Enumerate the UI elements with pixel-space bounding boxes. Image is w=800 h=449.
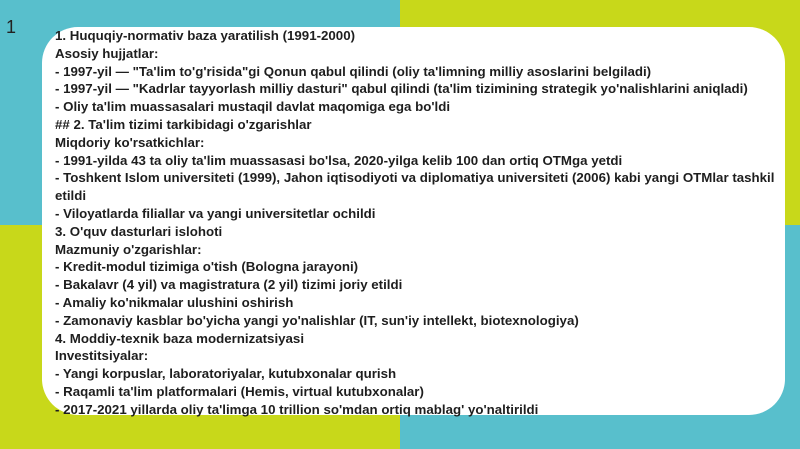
- section-heading: 3. O'quv dasturlari islohoti: [55, 223, 223, 239]
- bullet-item: - Raqamli ta'lim platformalari (Hemis, virtual kutubxonalar): [55, 383, 424, 399]
- bullet-item: - 2017-2021 yillarda oliy ta'limga 10 trillion so'mdan ortiq mablag' yo'naltirildi: [55, 401, 539, 417]
- section-heading: 1. Huquqiy-normativ baza yaratilish (1991-2000): [55, 28, 356, 43]
- bullet-item: - Toshkent Islom universiteti (1999), Jahon iqtisodiyoti va diplomatiya universiteti (2006) kabi yangi OTMlar tashkil etildi: [55, 170, 775, 204]
- bullet-item: - Viloyatlarda filiallar va yangi universitetlar ochildi: [55, 205, 376, 221]
- bullet-item: - Kredit-modul tizimiga o'tish (Bologna jarayoni): [55, 259, 359, 275]
- slide-number: 1: [6, 17, 17, 37]
- bullet-item: - 1997-yil — "Kadrlar tayyorlash milliy dasturi" qabul qilindi (ta'lim tizimining strategik yo'nalishlarini aniqladi): [55, 81, 748, 97]
- bullet-item: - Zamonaviy kasblar bo'yicha yangi yo'nalishlar (IT, sun'iy intellekt, biotexnologiya): [55, 312, 579, 328]
- subheading: Miqdoriy ko'rsatkichlar:: [55, 134, 205, 150]
- section-heading: ## 2. Ta'lim tizimi tarkibidagi o'zgarishlar: [55, 116, 312, 132]
- bullet-item: - Amaliy ko'nikmalar ulushini oshirish: [55, 294, 294, 310]
- subheading: Investitsiyalar:: [55, 348, 149, 364]
- subheading: Asosiy hujjatlar:: [55, 45, 159, 61]
- slide-content: [55, 27, 777, 419]
- section-heading: 4. Moddiy-texnik baza modernizatsiyasi: [55, 330, 305, 346]
- bullet-item: - Oliy ta'lim muassasalari mustaqil davlat maqomiga ega bo'ldi: [55, 99, 451, 115]
- bullet-item: - 1991-yilda 43 ta oliy ta'lim muassasasi bo'lsa, 2020-yilga kelib 100 dan ortiq OTMga yetdi: [55, 152, 623, 168]
- subheading: Mazmuniy o'zgarishlar:: [55, 241, 202, 257]
- bullet-item: - Bakalavr (4 yil) va magistratura (2 yil) tizimi joriy etildi: [55, 277, 403, 293]
- bullet-item: - 1997-yil — "Ta'lim to'g'risida"gi Qonun qabul qilindi (oliy ta'limning milliy asoslarini belgiladi): [55, 63, 652, 79]
- bullet-item: - Yangi korpuslar, laboratoriyalar, kutubxonalar qurish: [55, 366, 397, 382]
